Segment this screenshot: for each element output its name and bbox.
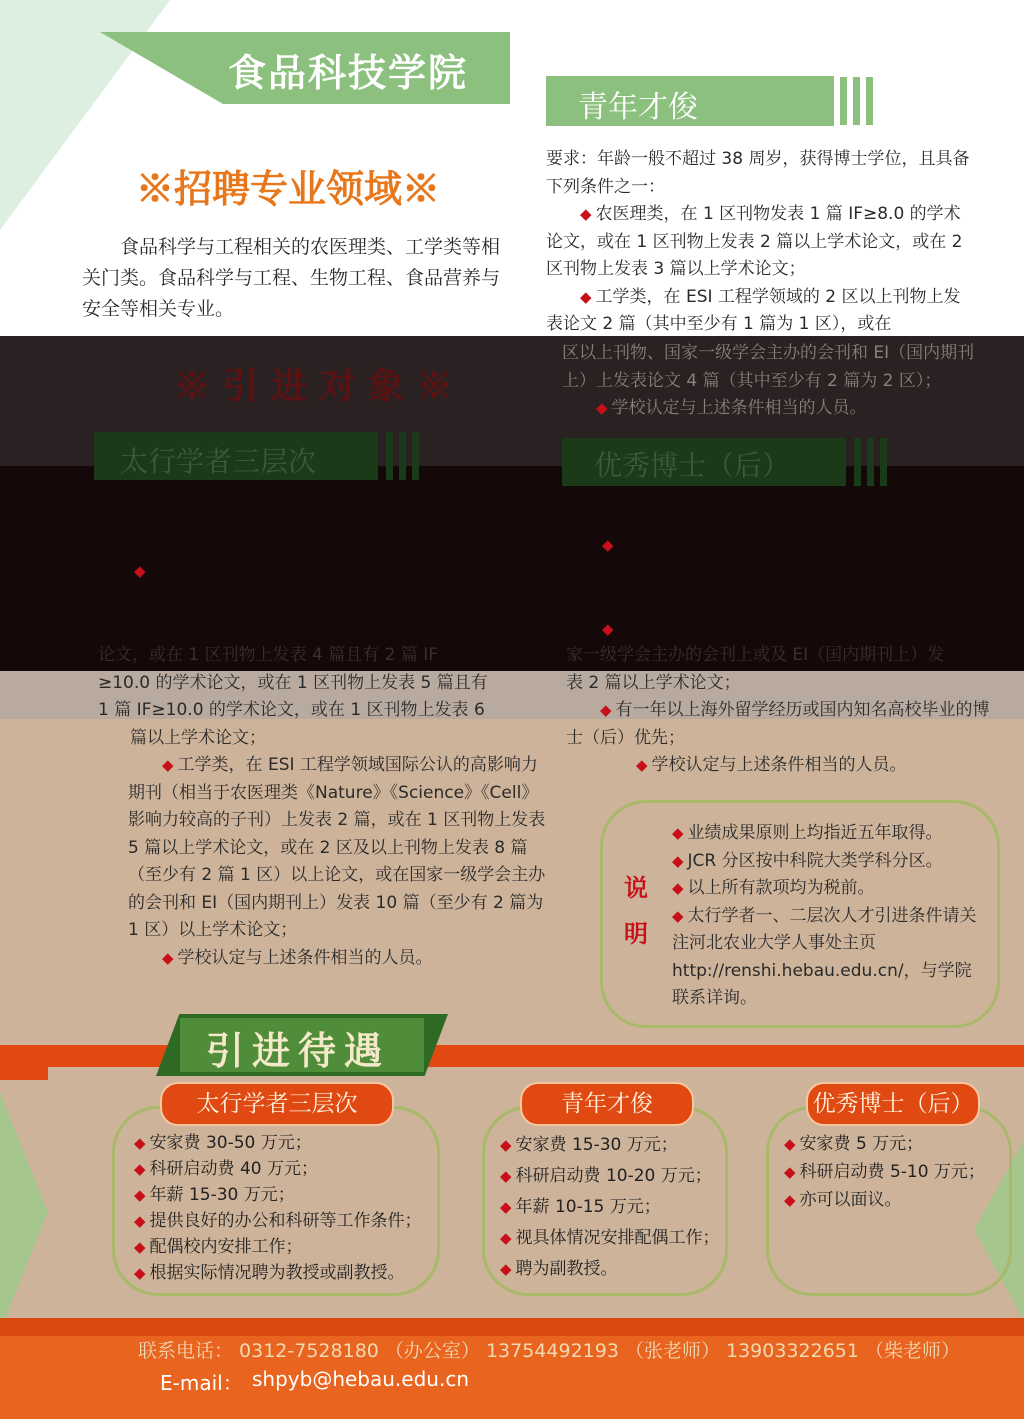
young-req-item-2-cont: 区以上刊物、国家一级学会主办的会刊和 EI（国内期刊上）上发表论文 4 篇（其中至少有 2 篇为 2 区）； [562, 343, 975, 391]
note-item-4: ◆ 太行学者一、二层次人才引进条件请关注河北农业大学人事处主页 http://renshi.hebau.edu.cn/，与学院联系详询。 [672, 905, 977, 1008]
benefit-item: ◆ 安家费 5 万元； [784, 1134, 924, 1154]
young-req-item-1: ◆ 农医理类，在 1 区刊物发表 1 篇 IF≥8.0 的学术论文，或在 1 区刊物上发表 2 篇以上学术论文，或在 2 区刊物上发表 3 篇以上学术论文； [546, 204, 963, 279]
fields-description [82, 232, 514, 325]
diamond-icon: ◆ [672, 824, 684, 842]
benefit-item: ◆ 科研启动费 40 万元； [134, 1159, 318, 1179]
taihang-bars [386, 432, 425, 484]
note-item-2: ◆ JCR 分区按中科院大类学科分区。 [672, 850, 943, 871]
taihang-frag-2: ≥10.0 的学术论文，或在 1 区刊物上发表 5 篇且有 [98, 672, 488, 693]
taihang-eng-item: ◆ 工学类，在 ESI 工程学领域国际公认的高影响力期刊（相当于农医理类《Nature》《Science》《Cell》影响力较高的子刊）上发表 2 篇，或在 1 区刊物上发表 5 篇以上学术论文，或在 2 区及以上刊物上发表 8 篇（至少有 2 篇 1 区）以上论文，或在国家一级学会主办的会刊和 EI（国内期刊上）发表 10 篇（至少有 2 篇为 1 区）以上学术论文； [128, 755, 546, 940]
benefits-title: 引进待遇 [206, 1028, 391, 1073]
footer-lighter-band [0, 1318, 1024, 1336]
fields-text: 食品科学与工程相关的农医理类、工学类等相关门类。食品科学与工程、生物工程、食品营养与安全等相关专业。 [82, 236, 501, 320]
excellent-tag-label: 优秀博士（后） [594, 449, 791, 482]
young-req-item-3: ◆ 学校认定与上述条件相当的人员。 [596, 398, 867, 418]
young-req-item-2: ◆ 工学类，在 ESI 工程学领域的 2 区以上刊物上发表论文 2 篇（其中至少有 1 篇为 1 区），或在 [546, 286, 961, 334]
contact-email-label: E-mail： [160, 1371, 243, 1395]
diamond-icon: ◆ [672, 851, 684, 870]
college-title: 食品科技学院 [228, 50, 469, 95]
benefit-item: ◆ 亦可以面议。 [784, 1190, 902, 1210]
excellent-other-item: ◆ 学校认定与上述条件相当的人员。 [636, 755, 907, 775]
diamond-icon: ◆ [580, 287, 592, 306]
young-talent-requirements [546, 146, 970, 339]
orange-left-tab [0, 1064, 48, 1080]
young-req-continued [562, 340, 986, 423]
benefit-item: ◆ 聘为副教授。 [500, 1259, 618, 1279]
benefit-item: ◆ 安家费 15-30 万元； [500, 1135, 678, 1155]
note-item-1: ◆ 业绩成果原则上均指近五年取得。 [672, 823, 943, 843]
excellent-details [566, 642, 1006, 780]
note-label-1: 说 [624, 873, 648, 902]
fields-title: ※招聘专业领域※ [136, 166, 441, 211]
young-talent-tag-label: 青年才俊 [578, 90, 698, 125]
benefit-item: ◆ 提供良好的办公和科研等工作条件； [134, 1211, 422, 1231]
benefit-list-young [500, 1130, 725, 1285]
benefit-item: ◆ 年薪 15-30 万元； [134, 1185, 295, 1205]
taihang-details [98, 642, 548, 752]
young-talent-bars [840, 77, 879, 129]
taihang-other-item: ◆ 学校认定与上述条件相当的人员。 [162, 947, 433, 968]
excellent-bars [854, 438, 893, 490]
orange-ribbon [0, 1045, 1024, 1067]
benefit-tag-young: 青年才俊 [520, 1082, 694, 1126]
note-item-3: ◆ 以上所有款项均为税前。 [672, 878, 875, 898]
diamond-icon: ◆ [162, 948, 174, 967]
taihang-frag-1: 论文，或在 1 区刊物上发表 4 篇且有 2 篇 IF [98, 645, 439, 665]
taihang-tag-label: 太行学者三层次 [120, 445, 317, 478]
diamond-icon: ◆ [580, 205, 592, 223]
contact-email[interactable]: shpyb@hebau.edu.cn [252, 1367, 469, 1391]
benefit-item: ◆ 配偶校内安排工作； [134, 1237, 303, 1257]
diamond-icon: ◆ [596, 399, 608, 417]
dark-band-2 [0, 466, 1024, 671]
benefit-tag-taihang: 太行学者三层次 [160, 1082, 394, 1126]
note-list [672, 820, 978, 1013]
benefit-list-excellent [784, 1130, 1002, 1214]
contact-phone: 联系电话： 0312-7528180 （办公室） 13754492193 （张老师） 13903322651 （柴老师） [138, 1340, 961, 1362]
diamond-icon: ◆ [602, 536, 614, 554]
excellent-overseas-item: ◆ 有一年以上海外留学经历或国内知名高校毕业的博士（后）优先； [566, 700, 990, 748]
benefit-item: ◆ 科研启动费 5-10 万元； [784, 1162, 985, 1182]
young-req-intro: 要求：年龄一般不超过 38 周岁，获得博士学位，且具备下列条件之一： [546, 149, 970, 197]
benefit-tag-excellent: 优秀博士（后） [806, 1082, 980, 1126]
diamond-icon: ◆ [672, 879, 684, 897]
benefit-item: ◆ 安家费 30-50 万元； [134, 1133, 312, 1153]
taihang-eng [128, 752, 548, 972]
diamond-icon: ◆ [600, 701, 612, 719]
diamond-icon: ◆ [162, 756, 174, 774]
taihang-frag-4: 篇以上学术论文； [130, 727, 266, 748]
benefit-item: ◆ 年薪 10-15 万元； [500, 1197, 661, 1217]
diamond-icon: ◆ [636, 756, 648, 774]
diamond-icon: ◆ [672, 906, 684, 925]
intro-title: ※ 引 进 对 象 ※ [174, 365, 453, 407]
excellent-frag-2: 表 2 篇以上学术论文； [566, 672, 741, 693]
benefit-list-taihang [134, 1130, 434, 1286]
diamond-icon: ◆ [602, 620, 614, 638]
excellent-frag-1: 家一级学会主办的会刊上或及 EI（国内期刊上）发 [566, 645, 945, 665]
note-label-2: 明 [624, 919, 648, 948]
taihang-frag-3: 1 篇 IF≥10.0 的学术论文，或在 1 区刊物上发表 6 [98, 700, 485, 720]
left-green-triangle [0, 1092, 48, 1332]
benefit-item: ◆ 视具体情况安排配偶工作； [500, 1228, 720, 1248]
diamond-icon: ◆ [134, 562, 146, 580]
benefit-item: ◆ 科研启动费 10-20 万元； [500, 1166, 712, 1186]
benefit-item: ◆ 根据实际情况聘为教授或副教授。 [134, 1263, 405, 1283]
